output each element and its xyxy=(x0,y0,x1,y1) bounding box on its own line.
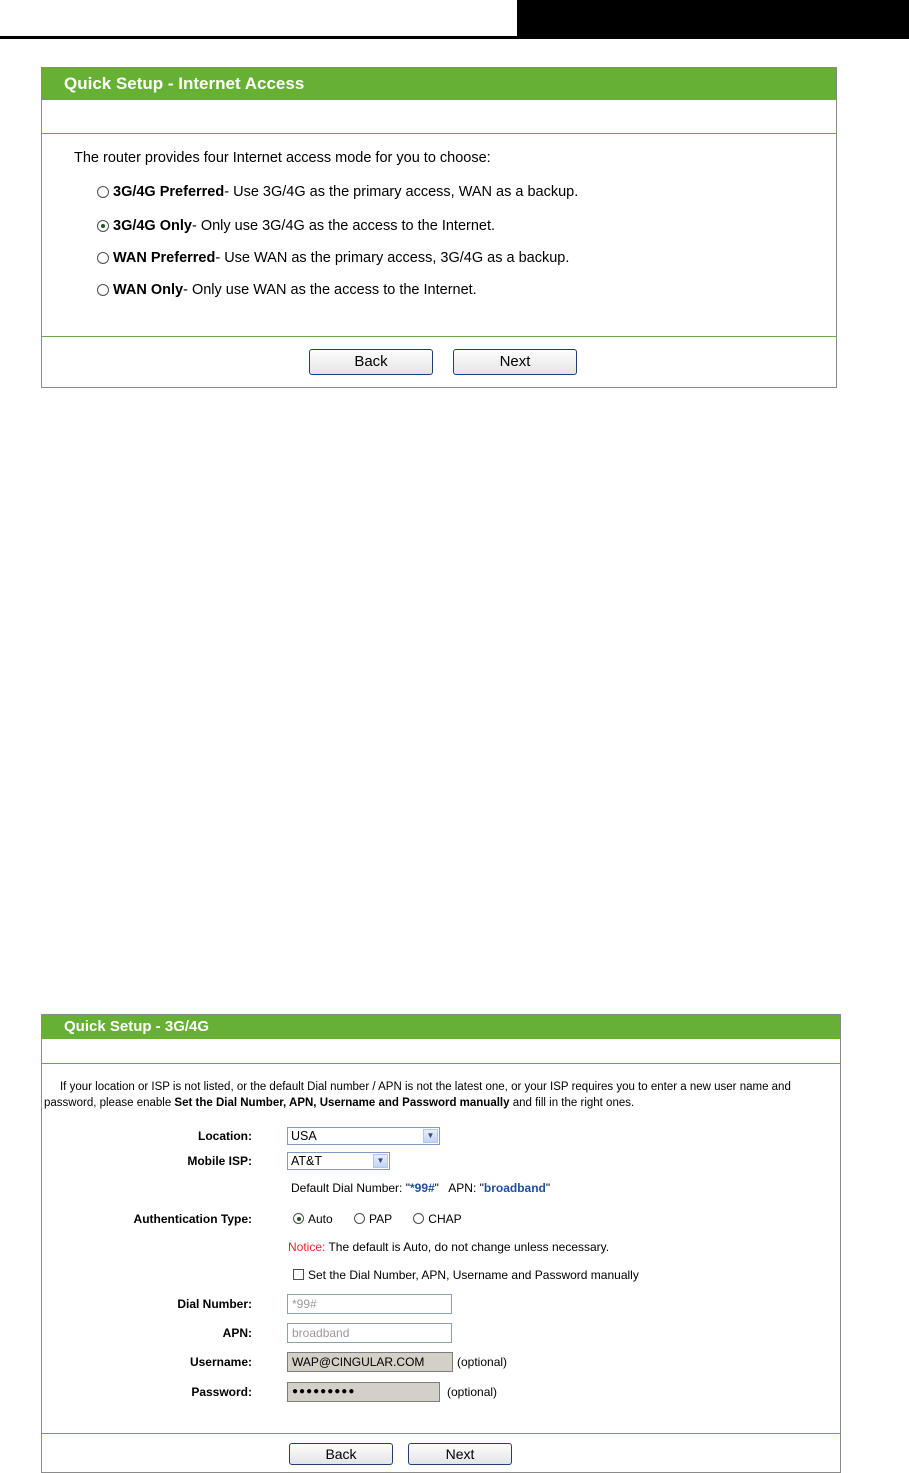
panel-title: Quick Setup - 3G/4G xyxy=(42,1015,840,1039)
option-desc: - Use 3G/4G as the primary access, WAN as a backup. xyxy=(224,184,579,200)
radio-icon[interactable] xyxy=(354,1213,365,1224)
isp-value: AT&T xyxy=(291,1154,323,1168)
option-title: WAN Only xyxy=(113,282,184,298)
apn-suffix: " xyxy=(545,1181,551,1195)
radio-icon[interactable] xyxy=(97,252,109,264)
option-desc: - Only use 3G/4G as the access to the Internet. xyxy=(191,218,496,234)
divider xyxy=(42,1063,840,1064)
location-select[interactable] xyxy=(287,1127,440,1145)
option-desc: - Only use WAN as the access to the Internet. xyxy=(183,282,477,298)
option-title: WAN Preferred xyxy=(113,250,216,266)
auth-option-chap[interactable] xyxy=(413,1212,461,1226)
apn-prefix: " APN: " xyxy=(434,1181,484,1195)
auth-type-group xyxy=(293,1212,462,1226)
option-title: 3G/4G Preferred xyxy=(113,184,225,200)
divider xyxy=(42,1433,840,1434)
checkbox-icon[interactable] xyxy=(293,1269,304,1280)
header-black-block xyxy=(517,0,909,37)
radio-selected-icon[interactable] xyxy=(293,1213,304,1224)
radio-icon[interactable] xyxy=(97,186,109,198)
default-dial-info xyxy=(291,1181,550,1195)
notice-body: The default is Auto, do not change unless necessary. xyxy=(325,1240,610,1254)
default-apn-value: broadband xyxy=(483,1181,546,1195)
dial-number-input[interactable]: *99# xyxy=(287,1294,452,1314)
auth-pap-label: PAP xyxy=(369,1212,392,1226)
next-button[interactable]: Next xyxy=(408,1443,512,1465)
chevron-down-icon[interactable]: ▼ xyxy=(373,1154,388,1168)
option-3g4g-preferred[interactable] xyxy=(97,184,578,200)
username-label: Username: xyxy=(189,1355,252,1369)
username-optional-hint: (optional) xyxy=(457,1355,508,1369)
location-label: Location: xyxy=(198,1129,252,1143)
apn-input[interactable]: broadband xyxy=(287,1323,452,1343)
radio-icon[interactable] xyxy=(413,1213,424,1224)
header-rule xyxy=(0,36,909,39)
auth-chap-label: CHAP xyxy=(428,1212,462,1226)
divider xyxy=(42,336,836,337)
password-label: Password: xyxy=(191,1385,252,1399)
option-3g4g-only[interactable] xyxy=(97,218,495,234)
3g4g-setup-panel xyxy=(41,1014,841,1473)
auth-type-label: Authentication Type: xyxy=(133,1212,252,1226)
password-input[interactable]: ●●●●●●●●● xyxy=(287,1382,440,1402)
dial-number-label: Dial Number: xyxy=(177,1297,252,1311)
dial-prefix: Default Dial Number: " xyxy=(291,1181,410,1195)
next-button[interactable]: Next xyxy=(453,349,577,375)
auth-option-pap[interactable] xyxy=(354,1212,392,1226)
manual-checkbox-label: Set the Dial Number, APN, Username and Password manually xyxy=(308,1268,639,1282)
notice-label: Notice: xyxy=(288,1240,326,1254)
chevron-down-icon[interactable]: ▼ xyxy=(423,1129,438,1143)
username-input[interactable]: WAP@CINGULAR.COM xyxy=(287,1352,453,1372)
mobile-isp-select[interactable] xyxy=(287,1152,390,1170)
location-value: USA xyxy=(291,1129,317,1143)
back-button[interactable]: Back xyxy=(309,349,433,375)
intro-text: The router provides four Internet access mode for you to choose: xyxy=(74,150,491,166)
mobile-isp-label: Mobile ISP: xyxy=(187,1154,252,1168)
divider xyxy=(42,133,836,134)
option-title: 3G/4G Only xyxy=(113,218,192,234)
apn-label: APN: xyxy=(222,1326,252,1340)
default-dial-value: *99# xyxy=(409,1181,435,1195)
auth-auto-label: Auto xyxy=(308,1212,333,1226)
radio-selected-icon[interactable] xyxy=(97,220,109,232)
notice-text xyxy=(288,1240,609,1254)
option-wan-only[interactable] xyxy=(97,282,477,298)
desc-bold: Set the Dial Number, APN, Username and Password manually xyxy=(174,1097,510,1109)
auth-option-auto[interactable] xyxy=(293,1212,333,1226)
internet-access-panel xyxy=(41,67,837,388)
desc-part2: and fill in the right ones. xyxy=(509,1097,635,1109)
manual-setting-checkbox[interactable] xyxy=(293,1268,639,1282)
option-desc: - Use WAN as the primary access, 3G/4G as a backup. xyxy=(215,250,570,266)
desc-part1: If your location or ISP is not listed, or the default Dial number / APN is not the latest one, or your ISP requires you to enter a new user name and password, please enable xyxy=(44,1081,791,1109)
password-optional-hint: (optional) xyxy=(447,1385,498,1399)
option-wan-preferred[interactable] xyxy=(97,250,569,266)
back-button[interactable]: Back xyxy=(289,1443,393,1465)
panel-title: Quick Setup - Internet Access xyxy=(42,68,836,100)
description-text xyxy=(44,1079,840,1111)
radio-icon[interactable] xyxy=(97,284,109,296)
